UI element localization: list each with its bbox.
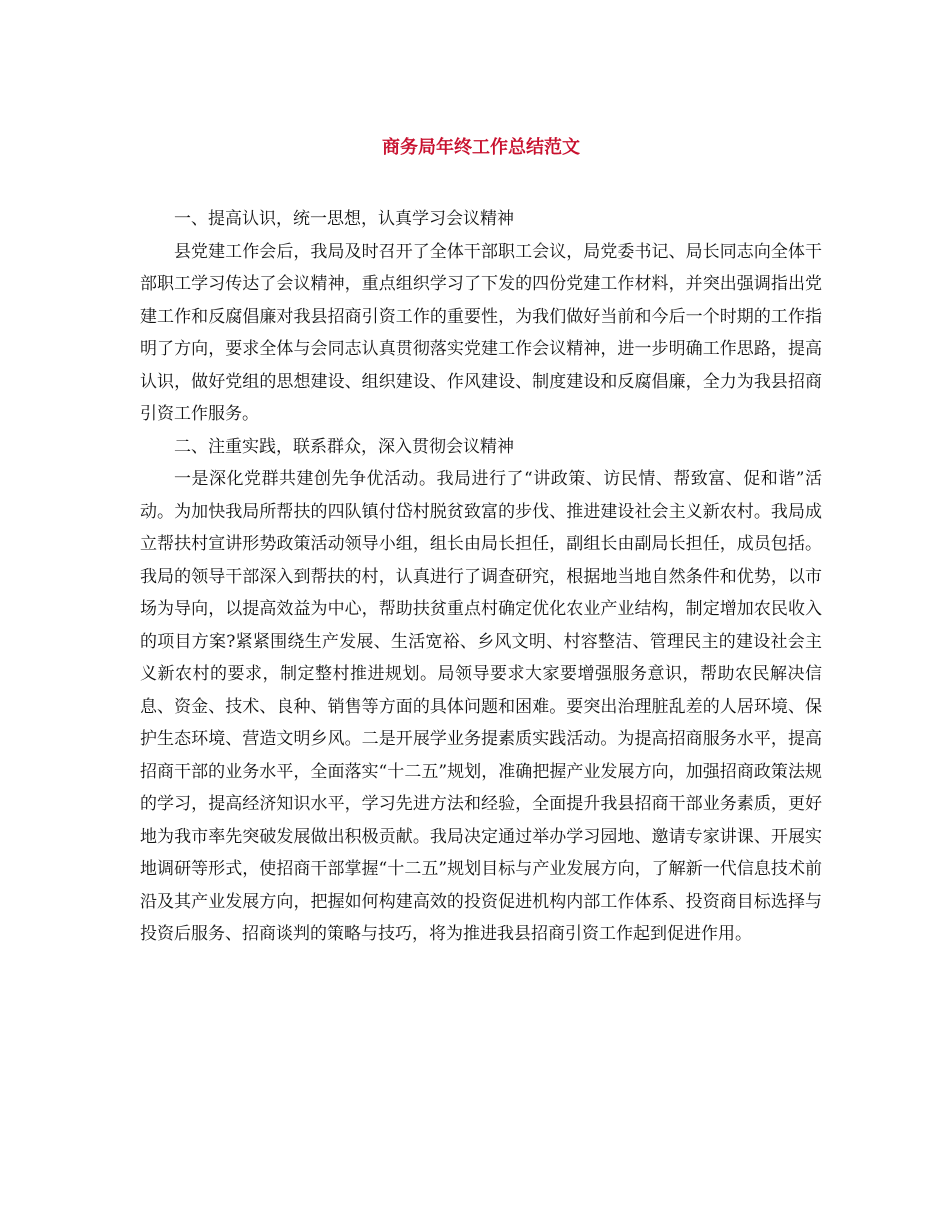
document-title: 商务局年终工作总结范文 [382, 137, 580, 158]
section-2-heading: 二、注重实践，联系群众，深入贯彻会议精神 [174, 436, 514, 457]
section-1-paragraph: 县党建工作会后，我局及时召开了全体干部职工会议，局党委书记、局长同志向全体干部职工学习传达了会议精神，重点组织学习了下发的四份党建工作材料，并突出强调指出党建工作和反腐倡廉对我县招商引资工作的重要性，为我们做好当前和今后一个时期的工作指明了方向，要求全体与会同志认真贯彻落实党建工作会议精神，进一步明确工作思路，提高认识，做好党组的思想建设、组织建设、作风建设、制度建设和反腐倡廉，全力为我县招商引资工作服务。 [140, 241, 822, 424]
section-2-paragraph: 一是深化党群共建创先争优活动。我局进行了“讲政策、访民情、帮致富、促和谐”活动。为加快我局所帮扶的四队镇付岱村脱贫致富的步伐、推进建设社会主义新农村。我局成立帮扶村宣讲形势政策活动领导小组，组长由局长担任，副组长由副局长担任，成员包括。我局的领导干部深入到帮扶的村，认真进行了调查研究，根据地当地自然条件和优势，以市场为导向，以提高效益为中心，帮助扶贫重点村确定优化农业产业结构，制定增加农民收入的项目方案?紧紧围绕生产发展、生活宽裕、乡风文明、村容整洁、管理民主的建设社会主义新农村的要求，制定整村推进规划。局领导要求大家要增强服务意识，帮助农民解决信息、资金、技术、良种、销售等方面的具体问题和困难。要突出治理脏乱差的人居环境、保护生态环境、营造文明乡风。二是开展学业务提素质实践活动。为提高招商服务水平，提高招商干部的业务水平，全面落实“十二五”规划，准确把握产业发展方向，加强招商政策法规的学习，提高经济知识水平，学习先进方法和经验，全面提升我县招商干部业务素质，更好地为我市率先突破发展做出积极贡献。我局决定通过举办学习园地、邀请专家讲课、开展实地调研等形式，使招商干部掌握“十二五”规划目标与产业发展方向，了解新一代信息技术前沿及其产业发展方向，把握如何构建高效的投资促进机构内部工作体系、投资商目标选择与投资后服务、招商谈判的策略与技巧，将为推进我县招商引资工作起到促进作用。 [140, 469, 822, 944]
section-1-heading: 一、提高认识，统一思想，认真学习会议精神 [174, 209, 514, 229]
